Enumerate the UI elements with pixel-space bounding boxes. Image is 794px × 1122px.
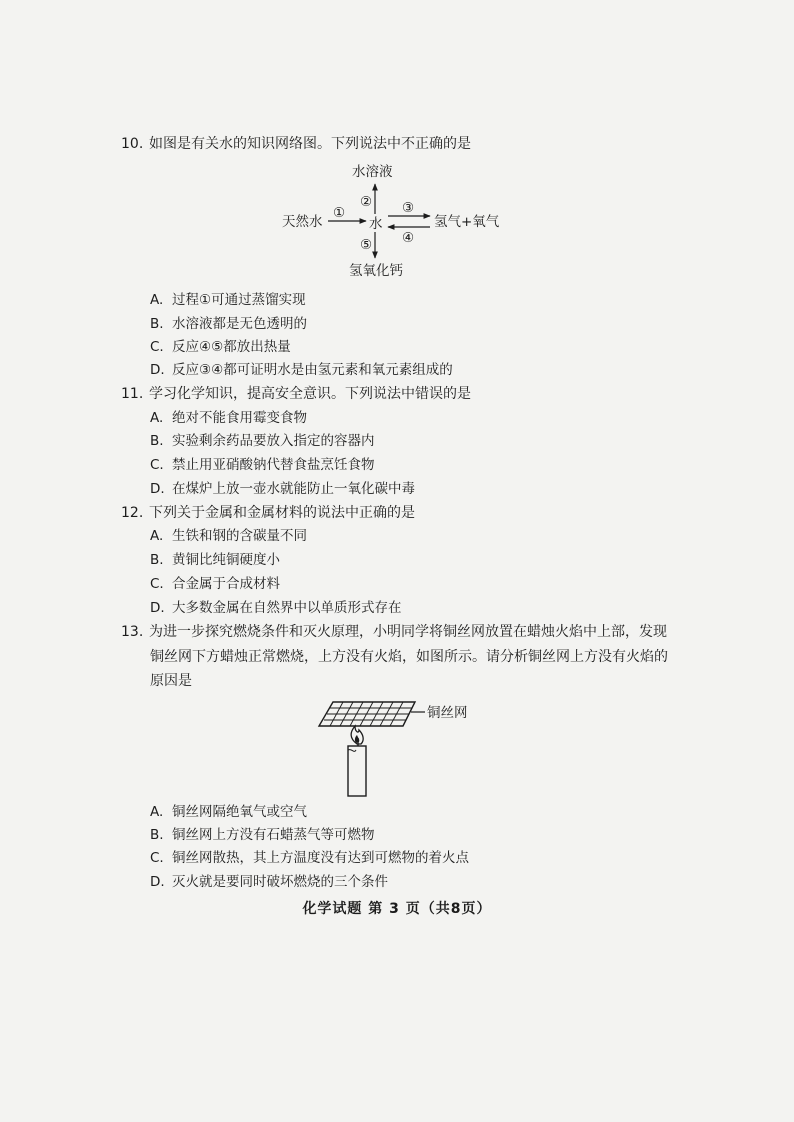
q11-option-d[interactable]: D. 在煤炉上放一壶水就能防止一氧化碳中毒 bbox=[150, 481, 415, 497]
q12-option-b[interactable]: B. 黄铜比纯铜硬度小 bbox=[150, 552, 280, 568]
step-2-marker: ② bbox=[360, 194, 373, 210]
q13-option-c[interactable]: C. 铜丝网散热，其上方温度没有达到可燃物的着火点 bbox=[150, 850, 469, 866]
page-footer: 化学试题 第 3 页（共8页） bbox=[302, 901, 492, 917]
water-network-diagram bbox=[280, 160, 520, 282]
q13-option-d[interactable]: D. 灭火就是要同时破坏燃烧的三个条件 bbox=[150, 874, 388, 890]
question-text: 下列关于金属和金属材料的说法中正确的是 bbox=[149, 505, 415, 521]
node-calcium-hydroxide: 氢氧化钙 bbox=[349, 263, 403, 279]
question-12-stem bbox=[121, 502, 415, 524]
q10-option-b[interactable]: B. 水溶液都是无色透明的 bbox=[150, 316, 307, 332]
question-number: 11. bbox=[121, 386, 144, 402]
q10-option-c[interactable]: C. 反应④⑤都放出热量 bbox=[150, 339, 291, 355]
question-13-line-2: 铜丝网下方蜡烛正常燃烧，上方没有火焰，如图所示。请分析铜丝网上方没有火焰的 bbox=[150, 649, 668, 665]
question-10-stem bbox=[121, 133, 471, 155]
question-11-stem bbox=[121, 383, 471, 405]
question-number: 13. bbox=[121, 624, 144, 640]
node-aqueous-solution: 水溶液 bbox=[352, 164, 393, 180]
candle-copper-mesh-figure bbox=[315, 694, 485, 798]
q11-option-a[interactable]: A. 绝对不能食用霉变食物 bbox=[150, 410, 307, 426]
question-text-line-1: 为进一步探究燃烧条件和灭火原理，小明同学将铜丝网放置在蜡烛火焰中上部，发现 bbox=[149, 624, 667, 640]
step-5-marker: ⑤ bbox=[360, 237, 373, 253]
q13-option-b[interactable]: B. 铜丝网上方没有石蜡蒸气等可燃物 bbox=[150, 827, 375, 843]
q12-option-a[interactable]: A. 生铁和钢的含碳量不同 bbox=[150, 528, 307, 544]
node-natural-water: 天然水 bbox=[282, 214, 323, 230]
question-text: 学习化学知识，提高安全意识。下列说法中错误的是 bbox=[149, 386, 471, 402]
q12-option-c[interactable]: C. 合金属于合成材料 bbox=[150, 576, 280, 592]
question-13-line-3: 原因是 bbox=[150, 673, 192, 689]
question-text: 如图是有关水的知识网络图。下列说法中不正确的是 bbox=[149, 136, 471, 152]
copper-mesh-label: 铜丝网 bbox=[427, 705, 468, 721]
q11-option-b[interactable]: B. 实验剩余药品要放入指定的容器内 bbox=[150, 433, 375, 449]
question-13-stem bbox=[121, 621, 667, 643]
question-number: 10. bbox=[121, 136, 144, 152]
question-number: 12. bbox=[121, 505, 144, 521]
q11-option-c[interactable]: C. 禁止用亚硝酸钠代替食盐烹饪食物 bbox=[150, 457, 375, 473]
q12-option-d[interactable]: D. 大多数金属在自然界中以单质形式存在 bbox=[150, 600, 402, 616]
node-hydrogen-oxygen: 氢气+氧气 bbox=[434, 214, 500, 230]
step-3-marker: ③ bbox=[402, 200, 415, 216]
step-1-marker: ① bbox=[333, 205, 346, 221]
q10-option-a[interactable]: A. 过程①可通过蒸馏实现 bbox=[150, 292, 306, 308]
q13-option-a[interactable]: A. 铜丝网隔绝氧气或空气 bbox=[150, 804, 307, 820]
step-4-marker: ④ bbox=[402, 230, 415, 246]
q10-option-d[interactable]: D. 反应③④都可证明水是由氢元素和氧元素组成的 bbox=[150, 362, 453, 378]
node-water: 水 bbox=[369, 216, 383, 232]
